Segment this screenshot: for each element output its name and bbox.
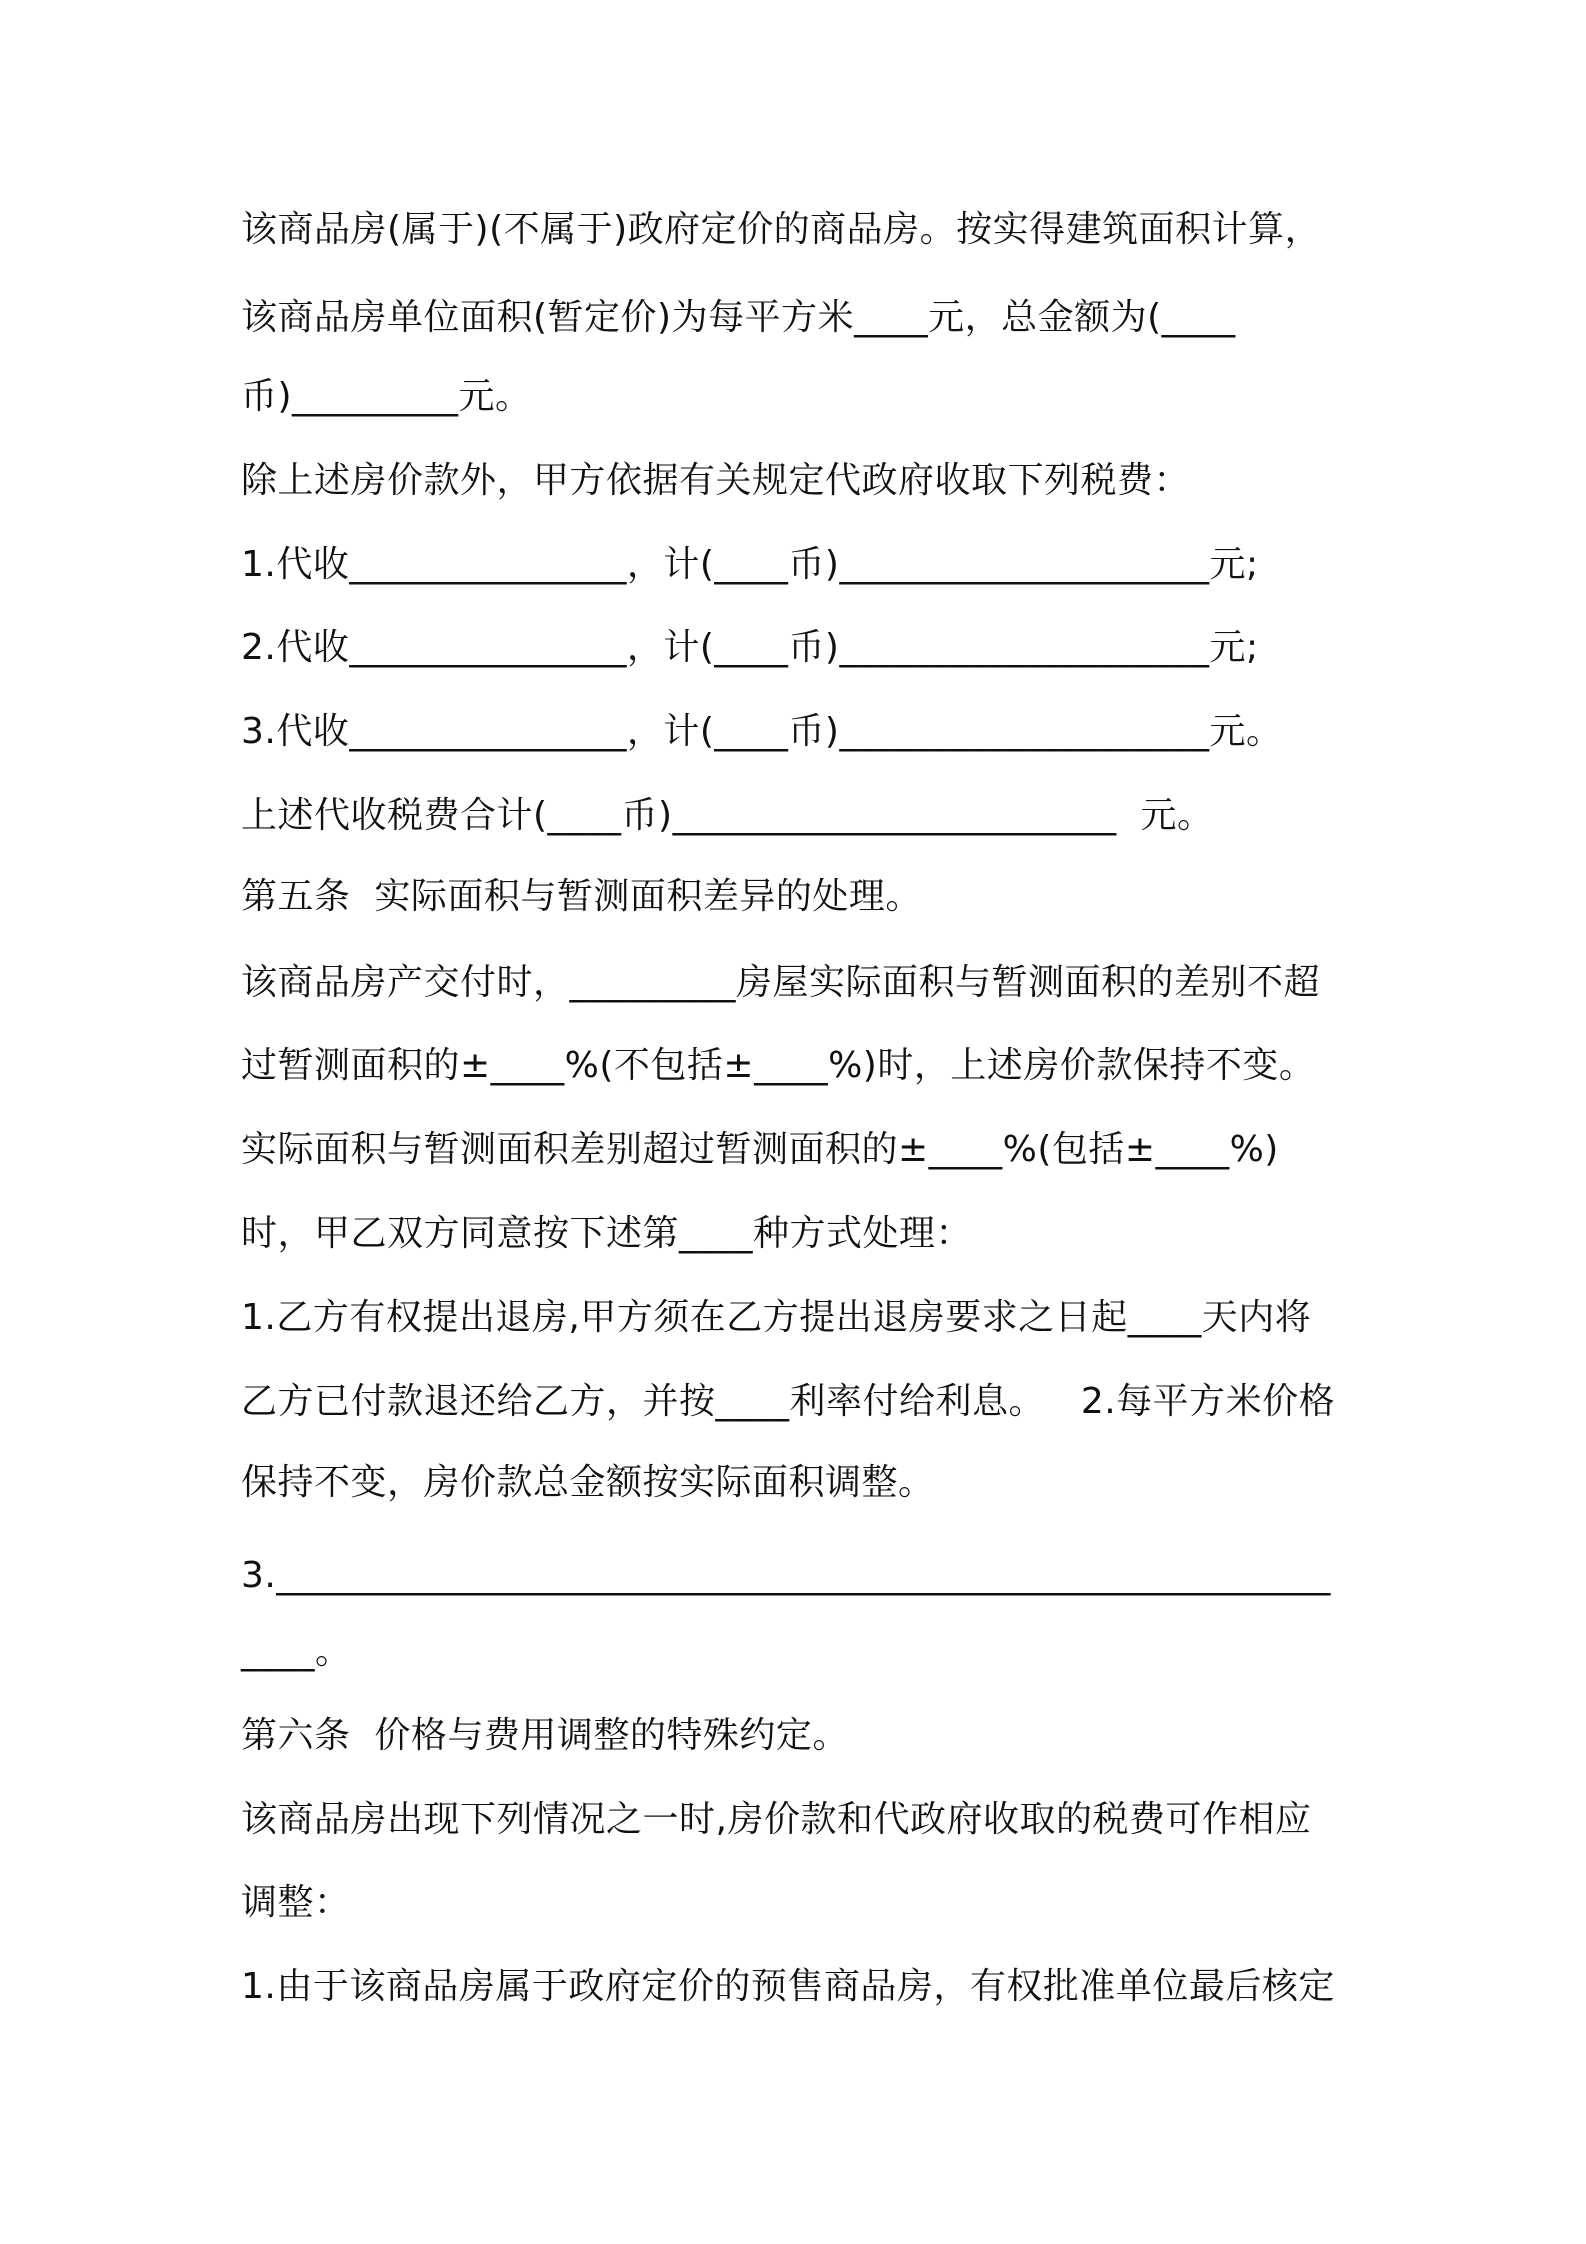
text-line: 1.代收_______________，计(____币)____________________元; xyxy=(241,544,1259,585)
section-heading: 第六条 价格与费用调整的特殊约定。 xyxy=(241,1715,849,1756)
section-heading: 第五条 实际面积与暂测面积差异的处理。 xyxy=(241,876,922,917)
text-line: 该商品房(属于)(不属于)政府定价的商品房。按实得建筑面积计算， xyxy=(241,209,1322,250)
text-line: ____。 xyxy=(241,1631,352,1672)
text-line: 该商品房出现下列情况之一时,房价款和代政府收取的税费可作相应 xyxy=(241,1799,1312,1840)
text-line: 该商品房产交付时，_________房屋实际面积与暂测面积的差别不超 xyxy=(241,962,1321,1003)
text-line: 乙方已付款退还给乙方，并按____利率付给利息。 2.每平方米价格 xyxy=(241,1381,1336,1422)
text-line: 1.乙方有权提出退房,甲方须在乙方提出退房要求之日起____天内将 xyxy=(241,1297,1312,1338)
text-line: 3.代收_______________，计(____币)____________________元。 xyxy=(241,711,1283,752)
text-line: 调整： xyxy=(241,1882,351,1923)
text-line: 币)_________元。 xyxy=(241,376,532,417)
text-line: 保持不变，房价款总金额按实际面积调整。 xyxy=(241,1462,935,1503)
text-line: 2.代收_______________，计(____币)____________________元; xyxy=(241,627,1259,668)
text-line: 该商品房单位面积(暂定价)为每平方米____元，总金额为(____ xyxy=(241,297,1236,338)
text-line: 除上述房价款外，甲方依据有关规定代政府收取下列税费： xyxy=(241,460,1191,501)
text-line: 上述代收税费合计(____币)________________________ 元。 xyxy=(241,795,1214,836)
text-line: 时，甲乙双方同意按下述第____种方式处理： xyxy=(241,1213,973,1254)
text-line: 实际面积与暂测面积差别超过暂测面积的±____%(包括±____%) xyxy=(241,1129,1279,1170)
text-line: 3._________________________________________________________ xyxy=(241,1555,1331,1596)
text-line: 1.由于该商品房属于政府定价的预售商品房，有权批准单位最后核定 xyxy=(241,1966,1335,2007)
text-line: 过暂测面积的±____%(不包括±____%)时，上述房价款保持不变。 xyxy=(241,1045,1316,1086)
